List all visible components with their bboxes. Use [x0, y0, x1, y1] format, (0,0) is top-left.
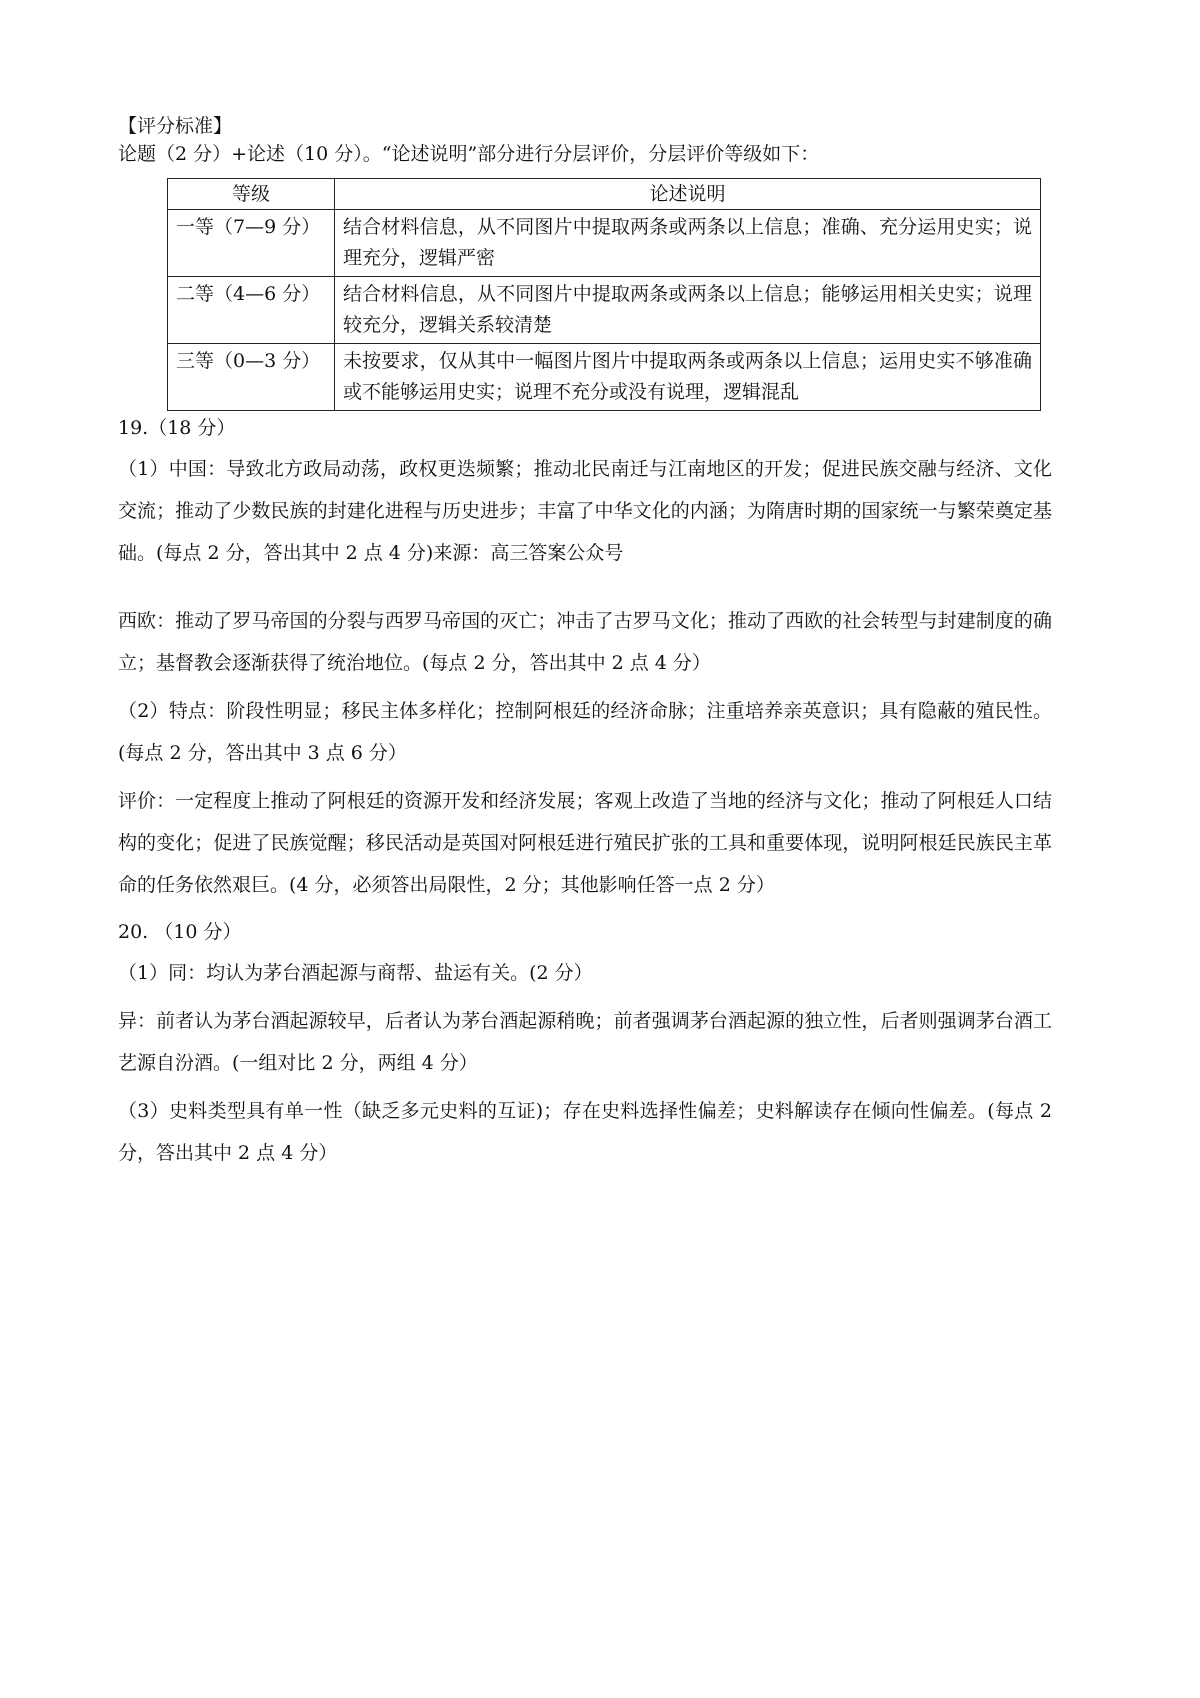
grading-table — [167, 178, 1041, 411]
header-desc: 论述说明 — [335, 179, 1041, 210]
q19-part1-china: （1）中国：导致北方政局动荡，政权更迭频繁；推动北民南迁与江南地区的开发；促进民族交融与经济、文化交流；推动了少数民族的封建化进程与历史进步；丰富了中华文化的内涵；为隋唐时期的国家统一与繁荣奠定基础。(每点 2 分，答出其中 2 点 4 分)来源：高三答案公众号 — [118, 458, 1052, 564]
q20-part1-diff: 异：前者认为茅台酒起源较早，后者认为茅台酒起源稍晚；前者强调茅台酒起源的独立性，后者则强调茅台酒工艺源自汾酒。(一组对比 2 分，两组 4 分） — [118, 1010, 1052, 1074]
desc-cell: 未按要求，仅从其中一幅图片图片中提取两条或两条以上信息；运用史实不够准确或不能够运用史实；说理不充分或没有说理，逻辑混乱 — [335, 344, 1041, 411]
q20-part3: （3）史料类型具有单一性（缺乏多元史料的互证)；存在史料选择性偏差；史料解读存在倾向性偏差。(每点 2 分，答出其中 2 点 4 分） — [118, 1100, 1052, 1164]
desc-cell: 结合材料信息，从不同图片中提取两条或两条以上信息；准确、充分运用史实；说理充分，逻辑严密 — [335, 210, 1041, 277]
table-row — [168, 277, 1041, 344]
scoring-heading: 【评分标准】 — [118, 115, 233, 137]
q19-part2-features: （2）特点：阶段性明显；移民主体多样化；控制阿根廷的经济命脉；注重培养亲英意识；具有隐蔽的殖民性。(每点 2 分，答出其中 3 点 6 分） — [118, 700, 1052, 764]
desc-cell: 结合材料信息，从不同图片中提取两条或两条以上信息；能够运用相关史实；说理较充分，逻辑关系较清楚 — [335, 277, 1041, 344]
table-row — [168, 344, 1041, 411]
q20-title: 20. （10 分） — [118, 921, 242, 943]
header-level: 等级 — [168, 179, 335, 210]
scoring-intro: 论题（2 分）+论述（10 分）。“论述说明”部分进行分层评价，分层评价等级如下： — [118, 143, 820, 165]
q20-part1-same: （1）同：均认为茅台酒起源与商帮、盐运有关。(2 分） — [118, 962, 593, 984]
table-row — [168, 210, 1041, 277]
level-cell: 一等（7—9 分） — [168, 210, 335, 277]
level-cell: 三等（0—3 分） — [168, 344, 335, 411]
level-cell: 二等（4—6 分） — [168, 277, 335, 344]
q19-part1-west-europe: 西欧：推动了罗马帝国的分裂与西罗马帝国的灭亡；冲击了古罗马文化；推动了西欧的社会转型与封建制度的确立；基督教会逐渐获得了统治地位。(每点 2 分，答出其中 2 点 4 分） — [118, 610, 1052, 674]
table-header-row — [168, 179, 1041, 210]
q19-title: 19.（18 分） — [118, 417, 236, 439]
q19-part2-evaluation: 评价：一定程度上推动了阿根廷的资源开发和经济发展；客观上改造了当地的经济与文化；推动了阿根廷人口结构的变化；促进了民族觉醒；移民活动是英国对阿根廷进行殖民扩张的工具和重要体现，说明阿根廷民族民主革命的任务依然艰巨。(4 分，必须答出局限性，2 分；其他影响任答一点 2 分） — [118, 790, 1052, 896]
